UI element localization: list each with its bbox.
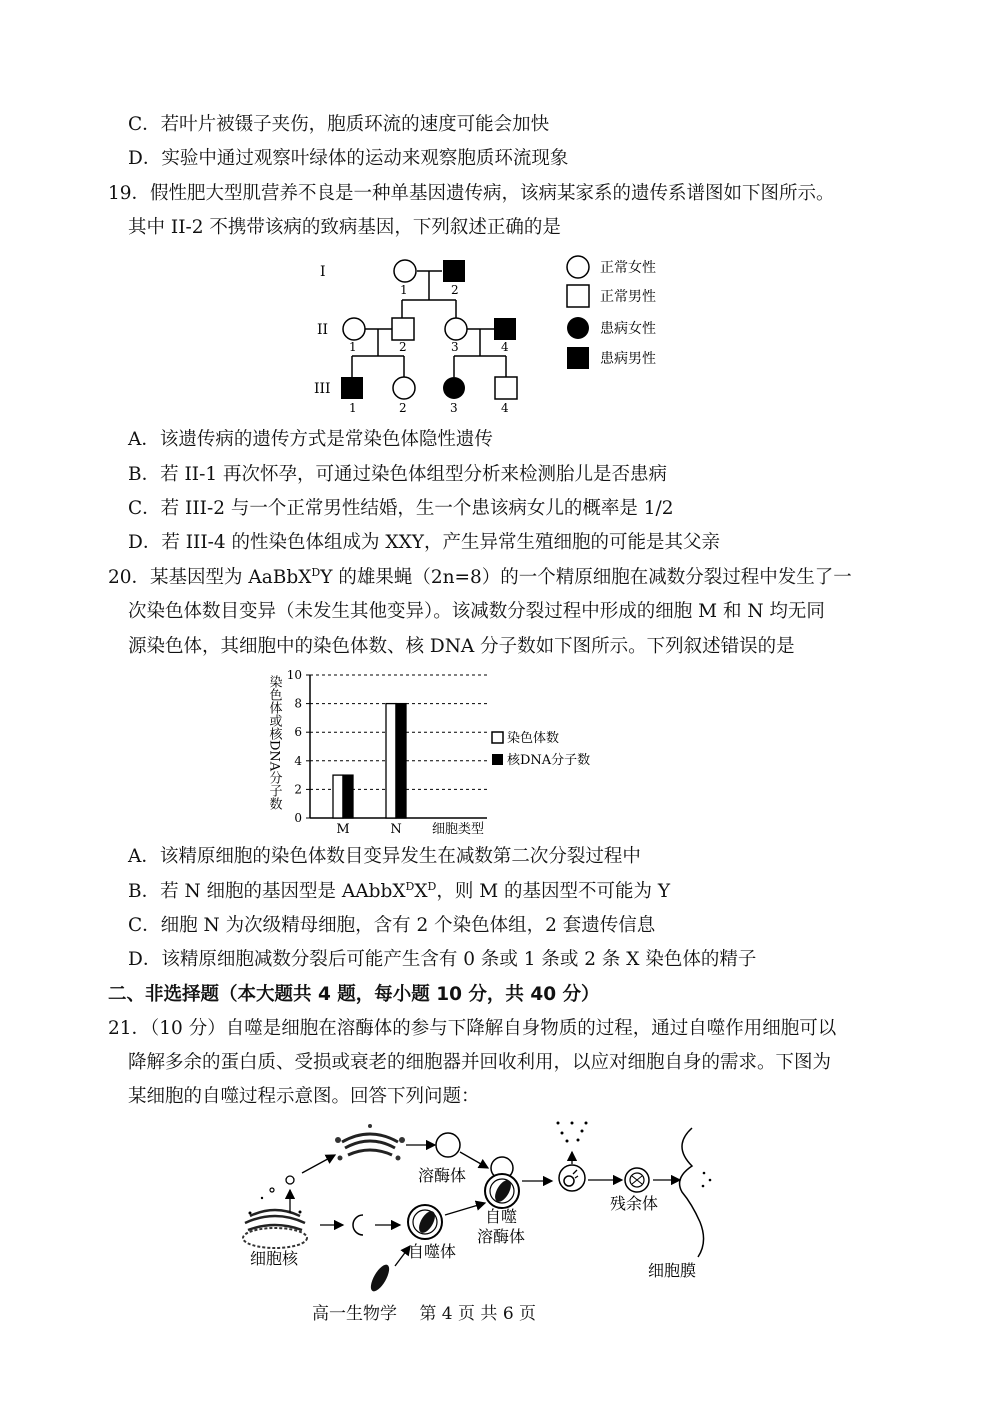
y-tick-label: 8 — [294, 696, 302, 711]
pedigree-chart — [300, 250, 700, 420]
digesting-vesicle-icon — [559, 1165, 585, 1191]
cell-membrane-icon — [680, 1128, 704, 1257]
q19-option-d: D．若 III-4 的性染色体组成为 XXY，产生异常生殖细胞的可能是其父亲 — [128, 532, 720, 553]
q20-option-c: C．细胞 N 为次级精母细胞，含有 2 个染色体组，2 套遗传信息 — [128, 915, 656, 936]
q19-option-a: A．该遗传病的遗传方式是常染色体隐性遗传 — [128, 429, 493, 450]
legend-dna: 核DNA分子数 — [507, 753, 591, 768]
bar-N-chromosome — [386, 704, 396, 818]
y-tick-label: 4 — [294, 753, 302, 768]
q21-stem-line3: 某细胞的自噬过程示意图。回答下列问题： — [128, 1086, 480, 1107]
lysosome-icon — [436, 1133, 460, 1157]
label-lysosome: 溶酶体 — [418, 1166, 467, 1185]
bar-M-chromosome — [333, 775, 343, 818]
pedigree-I-2 — [443, 260, 465, 282]
pedigree-II-2 — [392, 318, 414, 340]
q19-option-c: C．若 III-2 与一个正常男性结婚，生一个患该病女儿的概率是 1/2 — [128, 498, 674, 519]
label-cell-membrane: 细胞膜 — [648, 1261, 697, 1280]
legend-normal-male-icon — [567, 285, 589, 307]
gen-label-III: III — [314, 381, 331, 397]
bar-M-dna — [343, 775, 353, 818]
mitochondrion-icon — [367, 1262, 392, 1293]
pedigree-num: 2 — [451, 283, 459, 297]
legend-affected-male-icon — [567, 347, 589, 369]
y-tick-label: 6 — [294, 725, 302, 740]
vesicle-icon — [286, 1176, 294, 1184]
label-autophagosome: 自噬体 — [408, 1242, 457, 1261]
section-heading: 二、非选择题（本大题共 4 题，每小题 10 分，共 40 分） — [108, 984, 600, 1005]
pedigree-II-4 — [494, 318, 516, 340]
q20-option-a: A．该精原细胞的染色体数目变异发生在减数第二次分裂过程中 — [128, 846, 641, 867]
legend-dna-swatch — [492, 754, 503, 765]
x-axis-label: 细胞类型 — [432, 822, 485, 837]
y-tick-label: 10 — [286, 668, 302, 682]
autophagosome-icon — [408, 1205, 442, 1239]
q21-stem-line1: 21．（10 分）自噬是细胞在溶酶体的参与下降解自身物质的过程，通过自噬作用细胞可以 — [108, 1018, 837, 1039]
autolysosome-icon — [485, 1157, 519, 1208]
autophagy-diagram — [230, 1118, 730, 1293]
q20-stem-line1: 20．某基因型为 AaBbX$^D$Y 的雄果蝇（2n=8）的一个精原细胞在减数分裂过程中发生了一 — [108, 565, 852, 588]
legend-affected-female-icon — [567, 317, 589, 339]
pedigree-II-1 — [343, 318, 365, 340]
legend-chromosome-swatch — [492, 732, 503, 743]
pedigree-II-3 — [445, 318, 467, 340]
legend-normal-male: 正常男性 — [600, 289, 656, 305]
label-nucleus: 细胞核 — [250, 1249, 299, 1268]
pedigree-num: 3 — [450, 401, 458, 415]
pedigree-III-4 — [495, 377, 517, 399]
nucleus-er-icon — [243, 1210, 307, 1248]
q21-stem-line2: 降解多余的蛋白质、受损或衰老的细胞器并回收利用，以应对细胞自身的需求。下图为 — [128, 1052, 832, 1073]
degraded-molecules-icon — [557, 1122, 588, 1143]
q20-option-d: D．该精原细胞减数分裂后可能产生含有 0 条或 1 条或 2 条 X 染色体的精子 — [128, 949, 757, 970]
phagophore-icon — [353, 1215, 363, 1235]
pedigree-III-3 — [443, 377, 465, 399]
pedigree-num: 3 — [451, 340, 459, 354]
x-tick-label: M — [336, 822, 350, 837]
label-autolysosome-1: 自噬 — [485, 1207, 518, 1226]
golgi-icon — [335, 1124, 405, 1161]
label-autolysosome-2: 溶酶体 — [477, 1227, 526, 1246]
pedigree-I-1 — [394, 260, 416, 282]
q20-option-b: B．若 N 细胞的基因型是 $AAbbX^DX^D$，则 M 的基因型不可能为 Y — [128, 879, 671, 902]
q20-stem-line3: 源染色体，其细胞中的染色体数、核 DNA 分子数如下图所示。下列叙述错误的是 — [128, 636, 795, 657]
pedigree-num: 1 — [400, 283, 408, 297]
legend-chromosome: 染色体数 — [507, 731, 560, 746]
q19-stem-line1: 19．假性肥大型肌营养不良是一种单基因遗传病，该病某家系的遗传系谱图如下图所示。 — [108, 183, 835, 204]
residual-body-icon — [625, 1168, 649, 1192]
pedigree-III-2 — [393, 377, 415, 399]
pedigree-num: 2 — [399, 401, 407, 415]
q19-option-b: B．若 II-1 再次怀孕，可通过染色体组型分析来检测胎儿是否患病 — [128, 464, 667, 485]
page-footer: 高一生物学 第 4 页 共 6 页 — [312, 1304, 537, 1324]
q18-option-c: C．若叶片被镊子夹伤，胞质环流的速度可能会加快 — [128, 114, 550, 135]
bar-N-dna — [396, 704, 406, 818]
y-axis-label: 染色体或核DNA分子数 — [266, 675, 282, 811]
gen-label-I: I — [320, 264, 326, 280]
pedigree-num: 1 — [349, 401, 357, 415]
q19-stem-line2: 其中 II-2 不携带该病的致病基因，下列叙述正确的是 — [128, 217, 561, 238]
legend-normal-female: 正常女性 — [600, 260, 656, 276]
pedigree-III-1 — [341, 377, 363, 399]
bar-chart — [262, 665, 622, 840]
label-residual-body: 残余体 — [610, 1194, 659, 1213]
y-tick-label: 0 — [294, 811, 302, 825]
x-tick-label: N — [390, 822, 402, 837]
pedigree-num: 1 — [349, 340, 357, 354]
legend-affected-male: 患病男性 — [600, 351, 656, 367]
q20-stem-line2: 次染色体数目变异（未发生其他变异）。该减数分裂过程中形成的细胞 M 和 N 均无同 — [128, 601, 825, 622]
y-tick-label: 2 — [294, 782, 302, 797]
q18-option-d: D．实验中通过观察叶绿体的运动来观察胞质环流现象 — [128, 148, 569, 169]
pedigree-num: 2 — [399, 340, 407, 354]
legend-normal-female-icon — [567, 256, 589, 278]
pedigree-num: 4 — [501, 340, 509, 354]
pedigree-num: 4 — [501, 401, 509, 415]
gen-label-II: II — [317, 322, 329, 338]
legend-affected-female: 患病女性 — [600, 321, 656, 337]
